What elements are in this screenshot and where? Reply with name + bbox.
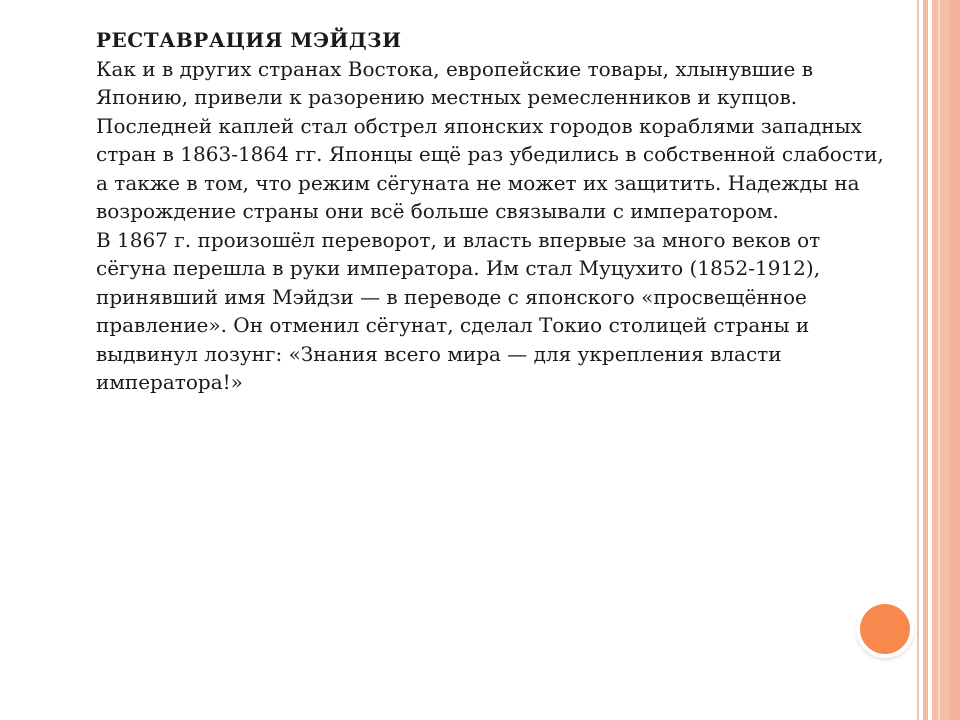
paragraph: Как и в других странах Востока, европейские товары, хлынувшие в Японию, привели к разорению местных ремесленников и купцов. Последней каплей стал обстрел японских городов кораблями западных стран в 1863-1864 гг. Японцы ещё раз убедились в собственной слабости, а также в том, что режим сёгуната не может их защитить. Надежды на возрождение страны они всё больше связывали с императором. (96, 56, 884, 223)
decorative-stripe (938, 0, 940, 720)
orange-dot-icon (860, 604, 910, 654)
slide-content (96, 26, 886, 397)
paragraph: В 1867 г. произошёл переворот, и власть впервые за много веков от сёгуна перешла в руки императора. Им стал Муцухито (1852-1912), принявший имя Мэйдзи — в переводе с японского «просвещённое правление». Он отменил сёгунат, сделал Токио столицей страны и выдвинул лозунг: «Знания всего мира — для укрепления власти императора!» (96, 227, 821, 394)
decorative-stripe (923, 0, 928, 720)
decorative-circle (856, 600, 914, 658)
decorative-stripe (950, 0, 960, 720)
decorative-stripe (917, 0, 919, 720)
slide-title: РЕСТАВРАЦИЯ МЭЙДЗИ (96, 28, 402, 52)
